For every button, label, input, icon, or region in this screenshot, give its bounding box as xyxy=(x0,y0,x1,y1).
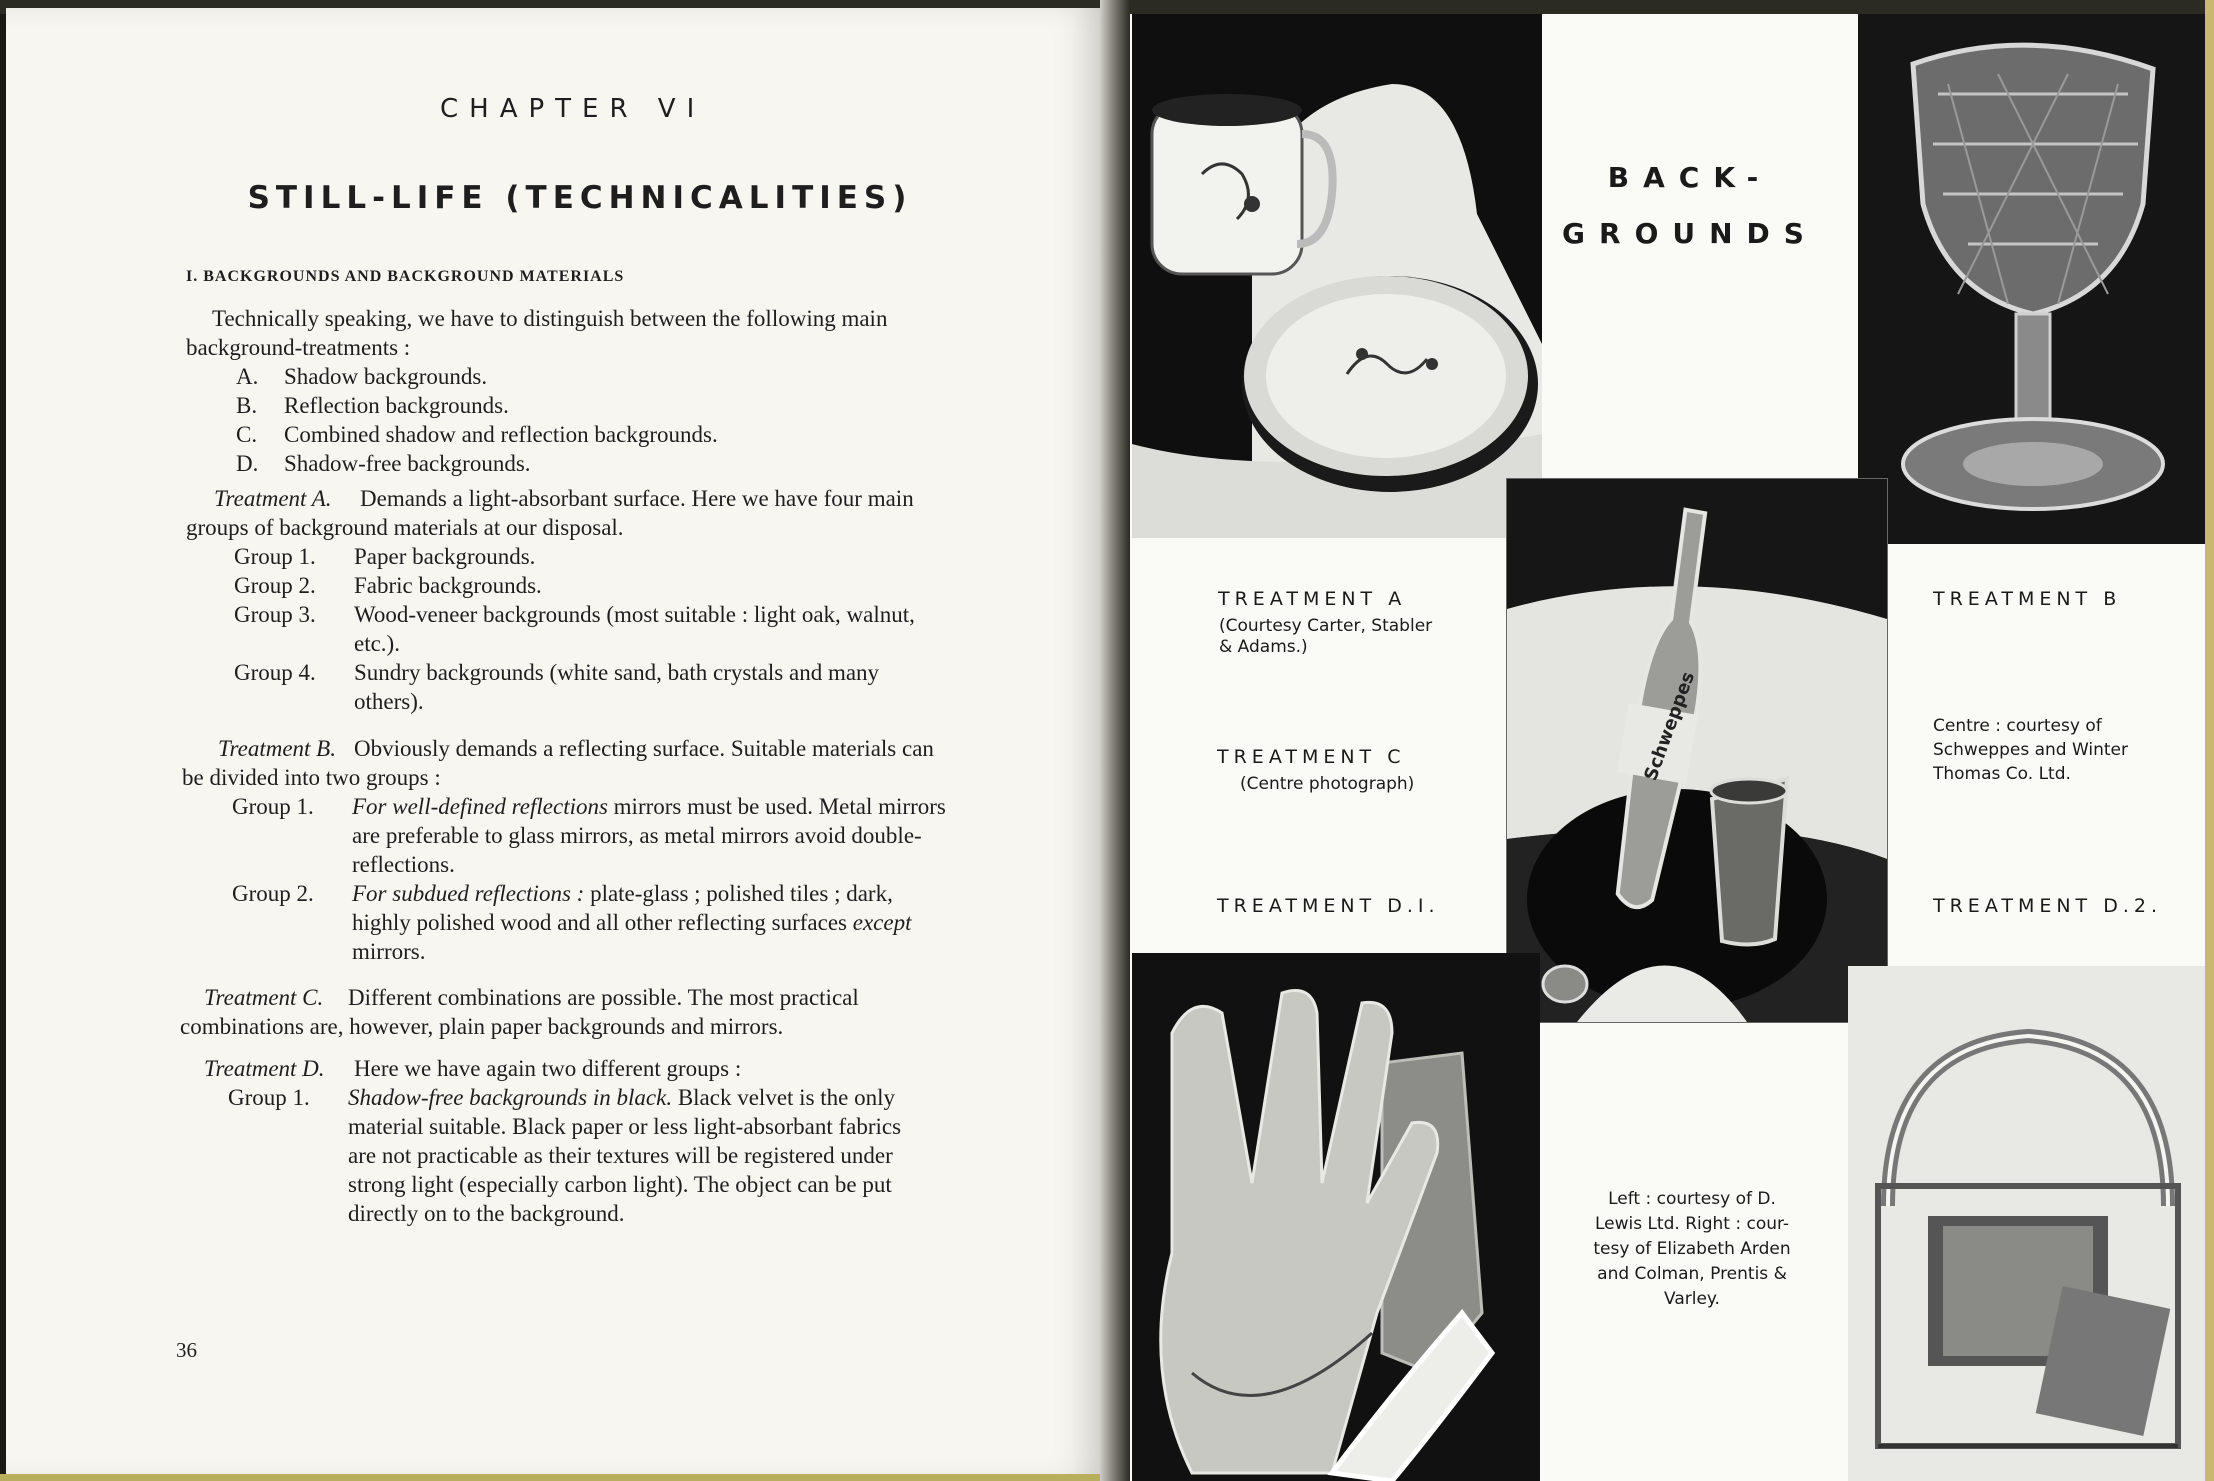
handbag-illustration xyxy=(1848,966,2205,1481)
group-text: Wood-veneer backgrounds (most suitable : light oak, walnut, xyxy=(354,602,915,627)
treatment-d-lead: Treatment D. xyxy=(204,1056,325,1081)
caption-treatment-a: TREATMENT A xyxy=(1218,588,1407,610)
photo-gloves xyxy=(1132,953,1540,1481)
title-line: BACK- xyxy=(1607,161,1773,194)
group-text: material suitable. Black paper or less light-absorbant fabrics xyxy=(348,1114,902,1139)
group-italic-end: except xyxy=(852,910,912,935)
chapter-heading: CHAPTER VI xyxy=(440,94,706,124)
list-label: A. xyxy=(236,364,259,389)
treatment-d-line-1: Here we have again two different groups : xyxy=(354,1056,742,1081)
caption-credit: Centre : courtesy of xyxy=(1933,716,2102,736)
group-text: Fabric backgrounds. xyxy=(354,573,542,598)
page-number: 36 xyxy=(176,1338,197,1362)
list-label: D. xyxy=(236,451,259,476)
list-label: B. xyxy=(236,393,258,418)
treatment-a-line-2: groups of background materials at our disposal. xyxy=(186,515,624,540)
caption-credit: Thomas Co. Ltd. xyxy=(1933,764,2071,784)
credit-line: tesy of Elizabeth Arden xyxy=(1593,1239,1791,1259)
bottle-label: Schweppes xyxy=(1640,669,1700,784)
title-line: GROUNDS xyxy=(1562,217,1818,250)
group-line: highly polished wood and all other reflecting surfaces xyxy=(352,910,853,935)
photo-cut-glass xyxy=(1858,14,2205,544)
list-label: C. xyxy=(236,422,258,447)
credit-line: Varley. xyxy=(1664,1289,1720,1309)
book-gutter xyxy=(1100,0,1130,1481)
group-label: Group 4. xyxy=(234,660,316,685)
group-italic: For well-defined reflections xyxy=(352,794,608,819)
treatment-b-lead: Treatment B. xyxy=(218,736,336,761)
group-text: strong light (especially carbon light). The object can be put xyxy=(348,1172,892,1197)
group-text xyxy=(352,792,946,821)
bottom-credit xyxy=(1577,1187,1807,1312)
list-item-text: Combined shadow and reflection backgrounds. xyxy=(284,422,718,447)
treatment-c-line-2: combinations are, however, plain paper backgrounds and mirrors. xyxy=(180,1014,784,1039)
group-label: Group 1. xyxy=(234,544,316,569)
credit-line: and Colman, Prentis & xyxy=(1597,1264,1787,1284)
group-label: Group 2. xyxy=(232,881,314,906)
book-bottom-edge xyxy=(0,1474,1110,1481)
caption-treatment-d2: TREATMENT D.2. xyxy=(1933,895,2162,917)
mug-plate-illustration xyxy=(1132,14,1542,538)
group-text xyxy=(352,879,893,908)
treatment-a-lead: Treatment A. xyxy=(214,486,332,511)
group-label: Group 2. xyxy=(234,573,316,598)
treatment-a-line-1: Demands a light-absorbant surface. Here we have four main xyxy=(360,486,914,511)
credit-line: Lewis Ltd. Right : cour- xyxy=(1594,1214,1790,1234)
caption-credit: (Courtesy Carter, Stabler xyxy=(1219,616,1433,636)
cut-glass-illustration xyxy=(1858,14,2205,544)
caption-treatment-b: TREATMENT B xyxy=(1933,588,2122,610)
group-italic: Shadow-free backgrounds in black. xyxy=(348,1085,673,1110)
group-text: Paper backgrounds. xyxy=(354,544,536,569)
list-item-text: Shadow backgrounds. xyxy=(284,364,488,389)
treatment-b-line-2: be divided into two groups : xyxy=(182,765,441,790)
page-title: STILL-LIFE (TECHNICALITIES) xyxy=(247,180,913,216)
group-line: Black velvet is the only xyxy=(672,1085,896,1110)
caption-treatment-c: TREATMENT C xyxy=(1217,746,1406,768)
group-text xyxy=(348,1083,895,1112)
backgrounds-title xyxy=(1560,150,1820,262)
bottle-illustration xyxy=(1507,479,1887,1022)
group-text: mirrors. xyxy=(352,939,426,964)
list-item xyxy=(236,362,258,391)
intro-line-1: Technically speaking, we have to distinguish between the following main xyxy=(212,306,888,331)
group-label: Group 1. xyxy=(228,1085,310,1110)
group-text: others). xyxy=(354,689,424,714)
section-heading: I. BACKGROUNDS AND BACKGROUND MATERIALS xyxy=(186,268,625,285)
gloves-illustration xyxy=(1132,953,1540,1481)
caption-credit: & Adams.) xyxy=(1219,637,1308,657)
group-text xyxy=(352,908,911,937)
list-item-text: Shadow-free backgrounds. xyxy=(284,451,531,476)
credit-line: Left : courtesy of D. xyxy=(1608,1189,1776,1209)
photo-schweppes-bottle xyxy=(1506,478,1888,1023)
group-italic: For subdued reflections : xyxy=(352,881,585,906)
photo-mug-and-plate xyxy=(1132,14,1542,538)
group-text: etc.). xyxy=(354,631,400,656)
treatment-b-line-1: Obviously demands a reflecting surface. Suitable materials can xyxy=(354,736,934,761)
group-label: Group 3. xyxy=(234,602,316,627)
group-text: Sundry backgrounds (white sand, bath crystals and many xyxy=(354,660,880,685)
list-item-text: Reflection backgrounds. xyxy=(284,393,509,418)
group-line: plate-glass ; polished tiles ; dark, xyxy=(584,881,893,906)
intro-line-2: background-treatments : xyxy=(186,335,411,360)
group-text: reflections. xyxy=(352,852,455,877)
group-text: are not practicable as their textures will be registered under xyxy=(348,1143,893,1168)
photo-handbag xyxy=(1848,966,2205,1481)
group-line: mirrors must be used. Metal mirrors xyxy=(607,794,946,819)
treatment-c-line-1: Different combinations are possible. The most practical xyxy=(348,985,859,1010)
group-text: are preferable to glass mirrors, as metal mirrors avoid double- xyxy=(352,823,922,848)
caption-credit: (Centre photograph) xyxy=(1240,774,1415,794)
group-label: Group 1. xyxy=(232,794,314,819)
group-text: directly on to the background. xyxy=(348,1201,625,1226)
caption-credit: Schweppes and Winter xyxy=(1933,740,2129,760)
treatment-c-lead: Treatment C. xyxy=(204,985,324,1010)
book-right-edge xyxy=(2205,0,2214,1481)
caption-treatment-d1: TREATMENT D.I. xyxy=(1217,895,1440,917)
